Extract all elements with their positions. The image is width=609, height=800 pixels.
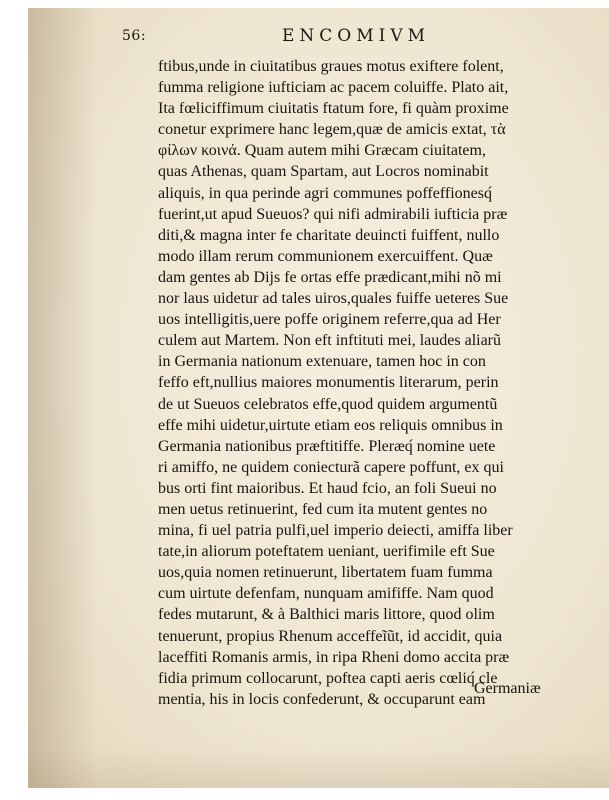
text-line: feffo eft,nullius maiores monumentis literarum, perin (158, 374, 499, 392)
text-line: laceffiti Romanis armis, in ripa Rheni domo accita præ (158, 648, 510, 666)
text-line: ftibus,unde in ciuitatibus graues motus exiftere folent, (158, 58, 504, 75)
text-line: nor laus uidetur ad tales uiros,quales fuiffe ueteres Sue (158, 290, 509, 308)
text-line: tenuerunt, propius Rhenum acceffeĩũt, id accidit, quia (158, 627, 503, 645)
text-line: Ita fœliciffimum ciuitatis ftatum fore, fi quàm proxime (158, 100, 509, 118)
page-number: 56: (122, 28, 147, 44)
text-line: uos intelligitis,uere poffe originem referre,qua ad Her (158, 311, 501, 329)
text-line: Germania nationibus præftitiffe. Pleræq́ nomine uete (158, 437, 496, 455)
text-line: fuerint,ut apud Sueuos? qui nifi admirabili iufticia præ (158, 205, 508, 223)
text-line: diti,& magna inter fe charitate deuincti fuiffent, nullo (158, 226, 500, 244)
text-line: culem aut Martem. Non eft inftituti mei, laudes aliarũ (158, 332, 502, 350)
text-line: modo illam rerum communionem exercuiffent. Quæ (158, 247, 493, 265)
text-line: de ut Sueuos celebratos effe,quod quidem argumentũ (158, 395, 498, 413)
text-line: fedes mutarunt, & à Balthici maris littore, quod olim (158, 606, 495, 624)
text-line: fidia primum collocarunt, poftea capti aeris cœliq́ cle (158, 669, 498, 687)
text-line: aliquis, in qua perinde agri communes poffeffionesq́ (158, 184, 492, 202)
text-line: fumma religione iufticiam ac pacem coluiffe. Plato ait, (158, 79, 509, 97)
text-line: quas Athenas, quam Spartam, aut Locros nominabit (158, 163, 489, 181)
text-line: dam gentes ab Dijs fe ortas effe prædicant,mihi nõ mi (158, 268, 502, 286)
text-line: mina, fi uel patria pulfi,uel imperio deiecti, amiffa liber (158, 522, 513, 540)
body-text (158, 56, 582, 710)
text-line: cum uirtute defenfam, nunquam amififfe. Nam quod (158, 585, 494, 603)
catchword: Germaniæ (474, 680, 541, 697)
text-line: bus orti fint maioribus. Et haud fcio, an foli Sueui no (158, 479, 497, 497)
text-line: effe mihi uidetur,uirtute etiam eos reliquis omnibus in (158, 416, 503, 434)
text-line: uos,quia nomen retinuerunt, libertatem fuam fumma (158, 564, 493, 582)
running-head (122, 26, 452, 50)
text-line: ri amiffo, ne quidem coniecturã capere poffunt, ex qui (158, 458, 504, 476)
text-line: in Germania nationum extenuare, tamen hoc in con (158, 353, 486, 371)
header-title: ENCOMIVM (282, 26, 431, 46)
text-line: mentia, his in locis confederunt, & occuparunt eam (158, 690, 486, 708)
gutter-shadow (28, 8, 98, 788)
text-line: tate,in aliorum poteftatem ueniant, uerifimile eft Sue (158, 543, 495, 561)
text-line: men uetus retinuerint, fed cum ita mutent gentes no (158, 500, 488, 518)
text-line: φίλων κοινά. Quam autem mihi Græcam ciuitatem, (158, 142, 486, 160)
page-bottom-shadow (28, 748, 609, 788)
text-line: conetur exprimere hanc legem,quæ de amicis extat, τὰ (158, 121, 506, 139)
